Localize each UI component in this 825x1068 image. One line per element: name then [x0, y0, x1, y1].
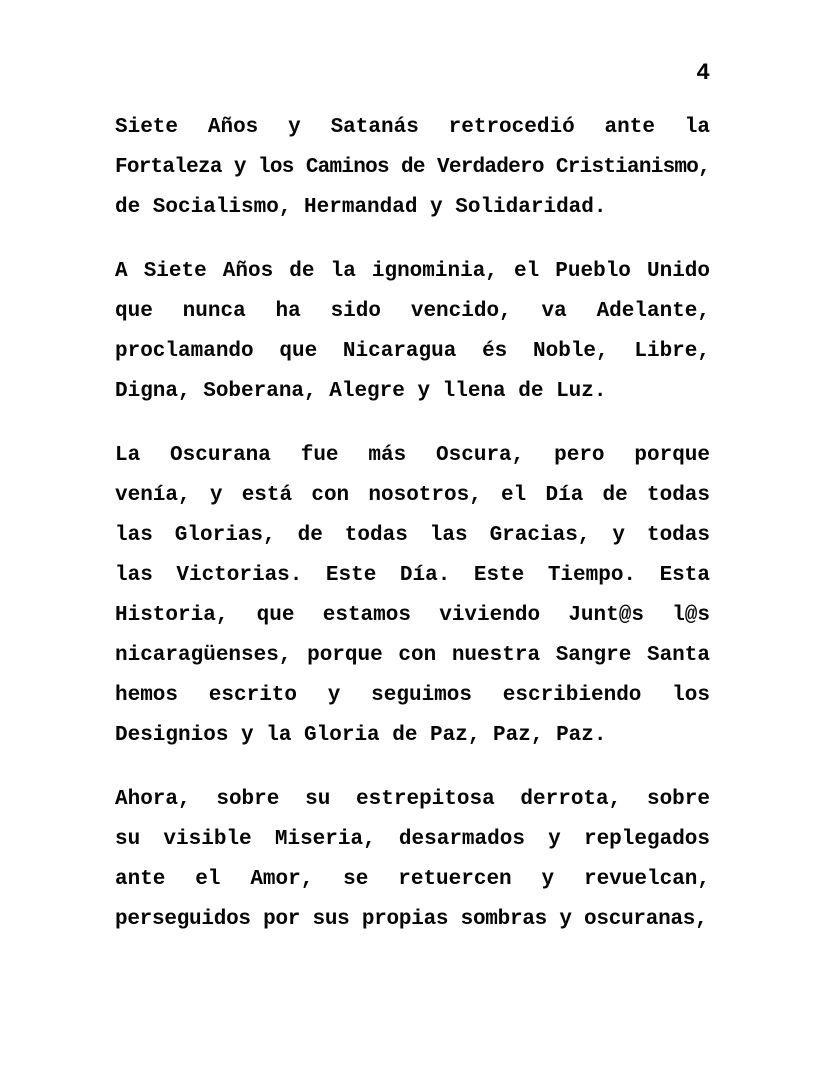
- text-line: de Socialismo, Hermandad y Solidaridad.: [115, 196, 607, 219]
- text-line: las Glorias, de todas las Gracias, y todas: [115, 524, 710, 547]
- document-body: [115, 108, 710, 940]
- text-line: Fortaleza y los Caminos de Verdadero Cristianismo,: [115, 156, 710, 179]
- text-line: A Siete Años de la ignominia, el Pueblo Unido: [115, 260, 710, 283]
- text-line: venía, y está con nosotros, el Día de todas: [115, 484, 710, 507]
- page-number: 4: [696, 60, 710, 86]
- text-line: Siete Años y Satanás retrocedió ante la: [115, 116, 710, 139]
- text-line: nicaragüenses, porque con nuestra Sangre Santa: [115, 644, 710, 667]
- text-line: ante el Amor, se retuercen y revuelcan,: [115, 868, 710, 891]
- text-line: que nunca ha sido vencido, va Adelante,: [115, 300, 710, 323]
- text-line: Digna, Soberana, Alegre y llena de Luz.: [115, 380, 607, 403]
- text-line: Designios y la Gloria de Paz, Paz, Paz.: [115, 724, 607, 747]
- paragraph: [115, 436, 710, 756]
- text-line: La Oscurana fue más Oscura, pero porque: [115, 444, 710, 467]
- text-line: perseguidos por sus propias sombras y oscuranas,: [115, 908, 708, 931]
- paragraph: [115, 108, 710, 228]
- text-line: las Victorias. Este Día. Este Tiempo. Esta: [115, 564, 710, 587]
- paragraph: [115, 252, 710, 412]
- text-line: Historia, que estamos viviendo Junt@s l@s: [115, 604, 710, 627]
- paragraph: [115, 780, 710, 940]
- text-line: Ahora, sobre su estrepitosa derrota, sobre: [115, 788, 710, 811]
- text-line: su visible Miseria, desarmados y replegados: [115, 828, 710, 851]
- text-line: hemos escrito y seguimos escribiendo los: [115, 684, 710, 707]
- text-line: proclamando que Nicaragua és Noble, Libre,: [115, 340, 710, 363]
